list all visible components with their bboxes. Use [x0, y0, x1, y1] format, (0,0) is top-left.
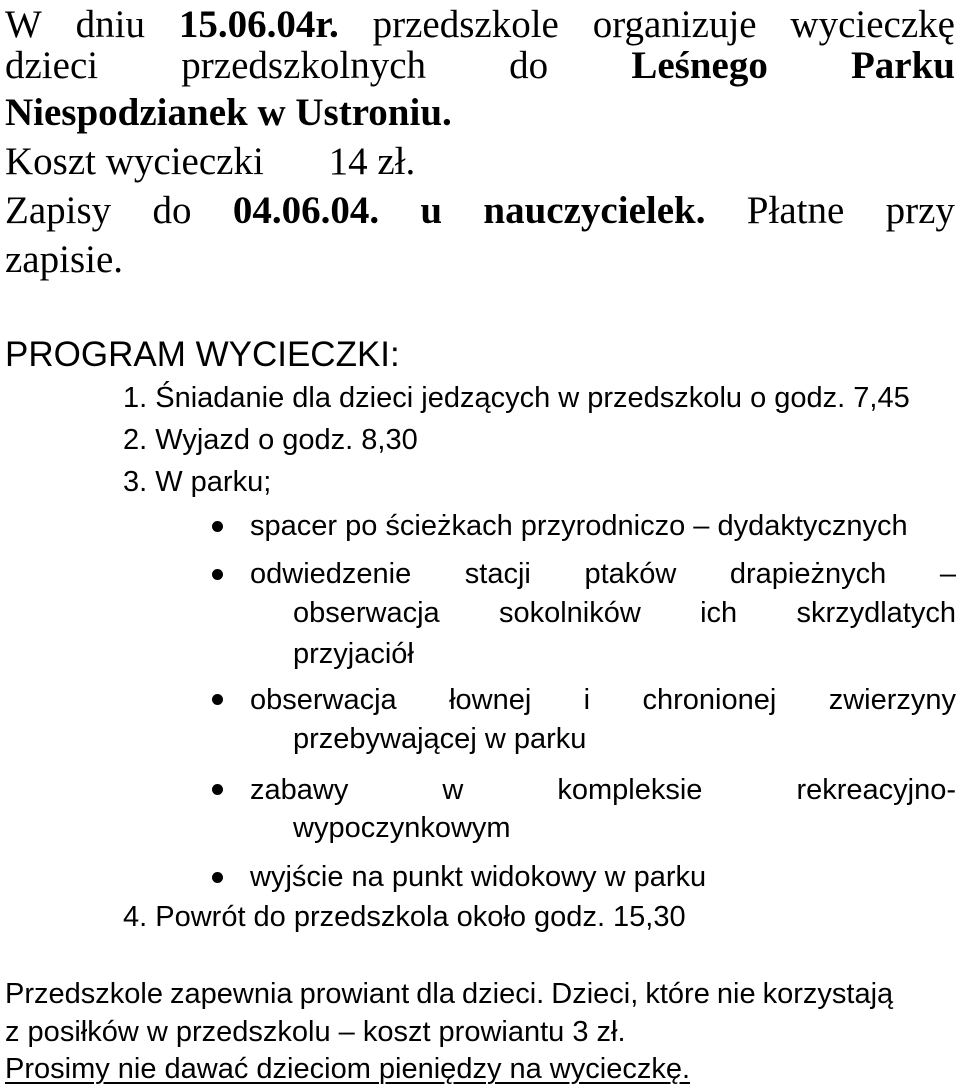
bullet-word: obserwacja — [250, 684, 397, 716]
footer-line-1: Przedszkole zapewnia prowiant dla dzieci. Dzieci, które nie korzystają — [5, 978, 894, 1010]
intro-line-6: zapisie. — [5, 238, 124, 281]
intro-word: wycieczkę — [790, 3, 955, 46]
program-item-2: 2. Wyjazd o godz. 8,30 — [123, 424, 418, 456]
bullet-icon — [212, 694, 223, 705]
bullet-item-4-line-2: wypoczynkowym — [293, 812, 511, 844]
intro-line-5 — [5, 186, 955, 235]
bullet-item-1: spacer po ścieżkach przyrodniczo – dydaktycznych — [250, 510, 908, 542]
bullet-item-4-line-1 — [250, 770, 956, 811]
bullet-word: ptaków — [584, 558, 677, 590]
bullet-word: zabawy — [250, 774, 349, 806]
intro-line-3: Niespodzianek w Ustroniu. — [5, 91, 452, 134]
bullet-icon — [212, 784, 223, 795]
intro-word: nauczycielek. — [483, 189, 706, 232]
intro-word: do — [152, 189, 192, 232]
bullet-icon — [212, 872, 223, 883]
program-item-1: 1. Śniadanie dla dzieci jedzących w przedszkolu o godz. 7,45 — [123, 382, 910, 414]
bullet-item-5: wyjście na punkt widokowy w parku — [250, 861, 707, 893]
intro-word: przy — [885, 189, 955, 232]
bullet-word: drapieżnych — [729, 558, 887, 590]
destination-word: Parku — [850, 44, 955, 87]
intro-word: przedszkole — [372, 3, 559, 46]
destination-word: Leśnego — [631, 44, 768, 87]
bullet-word: łownej — [449, 684, 532, 716]
bullet-icon — [212, 569, 223, 580]
bullet-word: – — [939, 558, 956, 590]
bullet-word: ich — [700, 597, 738, 629]
bullet-word: w — [442, 774, 464, 806]
intro-word: u — [420, 189, 443, 232]
program-item-4: 4. Powrót do przedszkola około godz. 15,30 — [123, 901, 686, 933]
bullet-word: kompleksie — [557, 774, 703, 806]
cost-line — [5, 137, 415, 186]
bullet-item-3-line-1 — [250, 680, 956, 721]
cost-value: 14 zł. — [328, 140, 416, 183]
bullet-item-3-line-2: przebywającej w parku — [293, 723, 587, 755]
intro-word: Płatne — [746, 189, 845, 232]
bullet-word: stacji — [464, 558, 531, 590]
bullet-word: sokolników — [498, 597, 641, 629]
program-item-3: 3. W parku; — [123, 466, 272, 498]
footer-warning: Prosimy nie dawać dzieciom pieniędzy na wycieczkę. — [5, 1053, 691, 1085]
bullet-word: rekreacyjno- — [796, 774, 956, 806]
intro-word: dzieci — [5, 44, 99, 87]
trip-date: 15.06.04r. — [178, 3, 339, 46]
bullet-icon — [212, 521, 223, 532]
bullet-word: zwierzyny — [828, 684, 956, 716]
bullet-item-2-line-1 — [250, 554, 956, 595]
intro-word: W — [5, 3, 42, 46]
cost-label: Koszt wycieczki — [5, 140, 264, 183]
bullet-word: odwiedzenie — [250, 558, 412, 590]
intro-line-2 — [5, 41, 955, 90]
footer-line-2: z posiłków w przedszkolu – koszt prowiantu 3 zł. — [5, 1016, 626, 1048]
signup-date: 04.06.04. — [232, 189, 380, 232]
intro-word: dniu — [75, 3, 145, 46]
bullet-item-2-line-3: przyjaciół — [293, 638, 414, 670]
intro-word: przedszkolnych — [181, 44, 427, 87]
intro-word: Zapisy — [5, 189, 112, 232]
bullet-item-2-line-2 — [293, 593, 956, 634]
bullet-word: i — [583, 684, 591, 716]
bullet-word: chronionej — [642, 684, 777, 716]
intro-word: organizuje — [592, 3, 757, 46]
bullet-word: skrzydlatych — [796, 597, 956, 629]
intro-word: do — [509, 44, 549, 87]
program-heading: PROGRAM WYCIECZKI: — [5, 335, 400, 374]
bullet-word: obserwacja — [293, 597, 440, 629]
